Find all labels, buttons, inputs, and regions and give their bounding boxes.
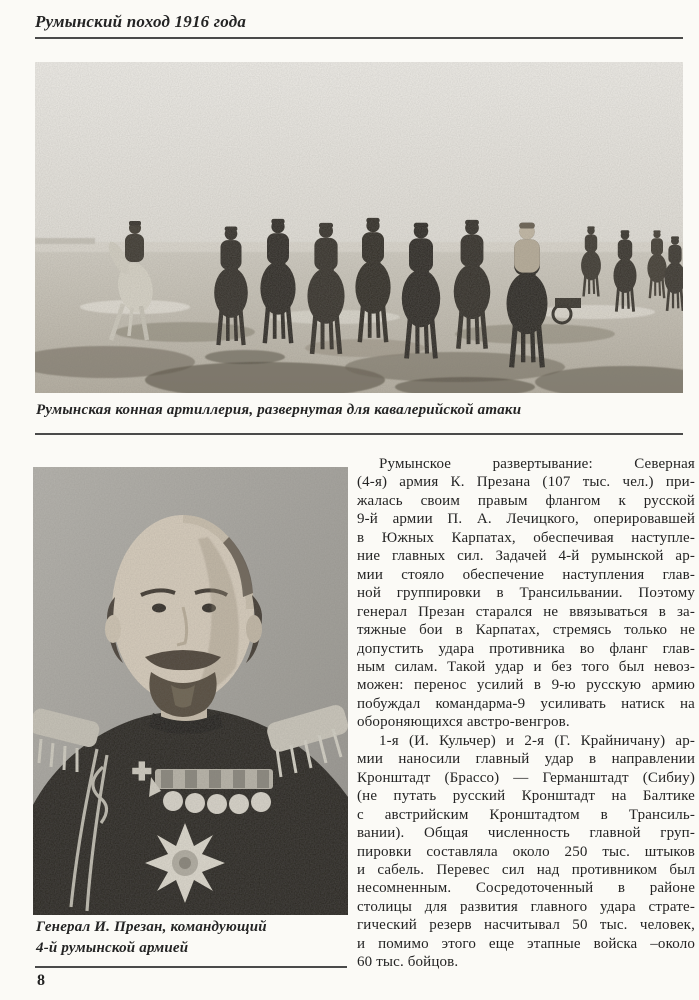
body-text-line: допустить удара противника во фланг глав- (357, 640, 695, 657)
body-text-line: несомненным. Сосредоточенный в районе (357, 880, 695, 897)
body-text-line: генерал Презан старался не ввязываться в за- (357, 603, 695, 620)
body-text-line: в Южных Карпатах, обеспечивая наступле- (357, 529, 695, 546)
body-text-line: с австрийским Кронштадтом в Трансиль- (357, 806, 695, 823)
body-text-line: (не путать русский Кронштадт на Балтике (357, 788, 695, 805)
body-text-line: Румынское развертывание: Северная (379, 456, 695, 472)
portrait-photo (33, 467, 348, 915)
body-text-line: мии стояло обеспечение наступления глав- (357, 566, 695, 583)
portrait-caption-line-2: 4-й румынской армией (36, 940, 189, 956)
body-text-line: тяжные бои в Карпатах, стремясь только не (357, 622, 695, 639)
body-text-line: обороняющихся австро-венгров. (357, 714, 570, 731)
body-text-line: ной группировки в Трансильвании. Поэтому (357, 585, 695, 602)
page-number: 8 (37, 972, 45, 989)
body-text-line: ние главных сил. Задачей 4-й румынской ар- (357, 548, 695, 565)
header-rule (35, 37, 683, 39)
cavalry-photo-figure (35, 62, 683, 393)
body-column (357, 455, 695, 972)
body-text-line: гический резерв насчитывал 50 тыс. человек, (357, 917, 695, 934)
body-text-line: побуждал командарма-9 усиливать натиск на (357, 695, 695, 712)
footer-rule (35, 966, 347, 968)
body-text-line: жалась своим правым флангом к русской (357, 492, 695, 509)
body-text-line: 60 тыс. бойцов. (357, 954, 459, 971)
running-head-title: Румынский поход 1916 года (35, 12, 247, 31)
body-text-line: (4-я) армия К. Презана (107 тыс. чел.) при- (357, 474, 695, 491)
cavalry-photo-caption: Румынская конная артиллерия, развернутая для кавалерийской атаки (36, 402, 522, 418)
cavalry-photo (35, 62, 683, 393)
body-text-line: 1-я (И. Кульчер) и 2-я (Г. Крайничану) ар- (379, 732, 695, 749)
body-text-line: пировки составляла около 250 тыс. штыков (357, 843, 695, 860)
body-text-line: ным силам. Такой удар и без того был невоз- (357, 658, 695, 675)
body-text-line: Кронштадт (Брассо) — Германштадт (Сибиу) (357, 769, 695, 786)
section-rule (35, 433, 683, 435)
body-text-line: можен: перенос усилий в 9-ю русскую армию (357, 677, 695, 694)
body-text-line: и сабель. Перевес сил над противником был (357, 861, 695, 878)
body-text-line: и помимо этого еще этапные войска –около (357, 935, 695, 952)
body-text-line: 9-й армии П. А. Лечицкого, оперировавшей (357, 511, 695, 528)
portrait-photo-figure (33, 467, 348, 915)
portrait-caption (36, 917, 348, 959)
body-text-line: столицы для развития главного удара страте- (357, 898, 695, 915)
body-text-line: вании). Общая численность главной груп- (357, 825, 695, 842)
body-text-line: мии наносили главный удар в направлении (357, 751, 695, 768)
portrait-caption-line-1: Генерал И. Презан, командующий (36, 919, 267, 935)
